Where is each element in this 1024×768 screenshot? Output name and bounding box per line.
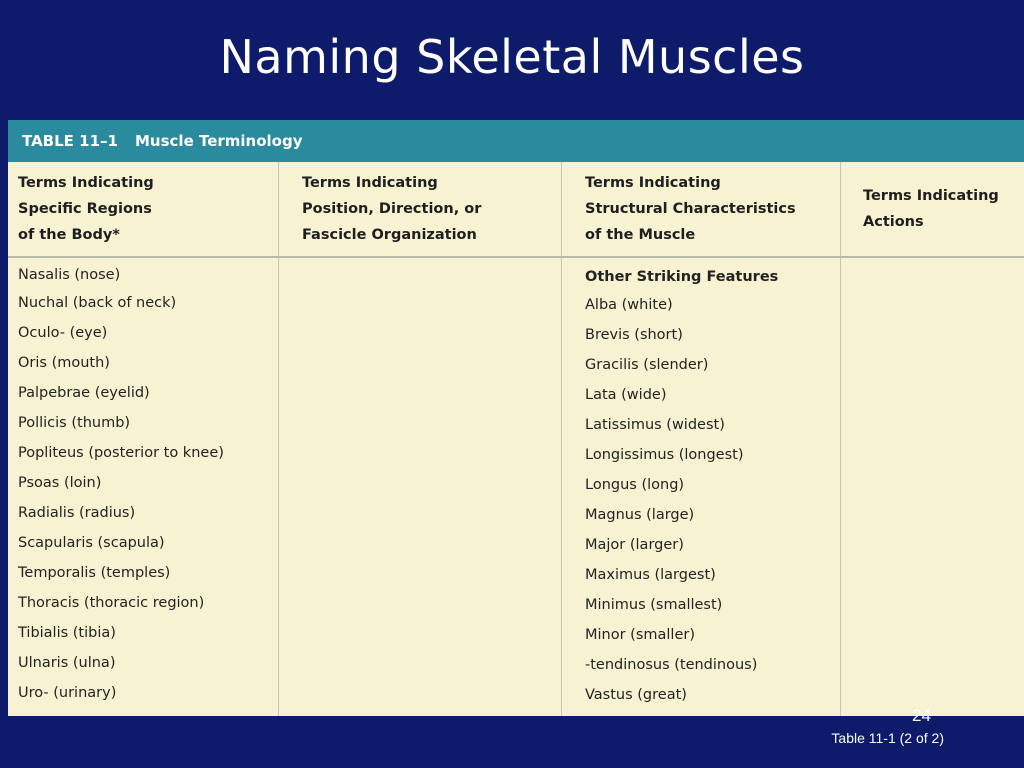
list-item: Magnus (large)	[585, 507, 695, 523]
list-item: Alba (white)	[585, 297, 673, 313]
table-column-headers	[8, 162, 1024, 256]
column-header-regions: Terms Indicating Specific Regions of the Body*	[18, 175, 154, 243]
list-item: Major (larger)	[585, 537, 684, 553]
column-regions-list	[18, 262, 224, 708]
list-item: Brevis (short)	[585, 327, 683, 343]
list-item: Oris (mouth)	[18, 355, 110, 371]
table-number: TABLE 11–1	[22, 132, 118, 150]
column-subheading: Other Striking Features	[585, 269, 779, 285]
list-item: Tibialis (tibia)	[18, 625, 116, 641]
list-item: Vastus (great)	[585, 687, 687, 703]
list-item: Pollicis (thumb)	[18, 415, 131, 431]
muscle-terminology-table	[8, 120, 1024, 716]
list-item: Temporalis (temples)	[18, 565, 171, 581]
table-header-bar	[8, 120, 1024, 162]
list-item: Minimus (smallest)	[585, 597, 723, 613]
list-item: Psoas (loin)	[18, 475, 102, 491]
list-item: Minor (smaller)	[585, 627, 695, 643]
slide-caption: Table 11-1 (2 of 2)	[831, 730, 944, 746]
page-number: 24	[912, 706, 931, 725]
list-item: Palpebrae (eyelid)	[18, 385, 150, 401]
column-header-position: Terms Indicating Position, Direction, or Fascicle Organization	[302, 175, 482, 243]
list-item: Ulnaris (ulna)	[18, 655, 116, 671]
list-item: -tendinosus (tendinous)	[585, 657, 758, 673]
list-item: Thoracis (thoracic region)	[18, 595, 205, 611]
list-item: Longus (long)	[585, 477, 685, 493]
list-item: Nasalis (nose)	[18, 267, 121, 283]
header-divider	[8, 256, 1024, 258]
list-item: Maximus (largest)	[585, 567, 716, 583]
column-header-structure: Terms Indicating Structural Characteristics of the Muscle	[585, 175, 796, 243]
list-item: Lata (wide)	[585, 387, 667, 403]
list-item: Scapularis (scapula)	[18, 535, 165, 551]
list-item: Uro- (urinary)	[18, 685, 117, 701]
list-item: Gracilis (slender)	[585, 357, 709, 373]
list-item: Longissimus (longest)	[585, 447, 744, 463]
list-item: Radialis (radius)	[18, 505, 136, 521]
slide-title: Naming Skeletal Muscles	[219, 30, 805, 84]
list-item: Popliteus (posterior to knee)	[18, 445, 224, 461]
list-item: Nuchal (back of neck)	[18, 295, 177, 311]
column-header-actions: Terms Indicating Actions	[863, 188, 999, 230]
column-structure-list	[585, 266, 778, 710]
list-item: Latissimus (widest)	[585, 417, 725, 433]
list-item: Oculo- (eye)	[18, 325, 108, 341]
table-caption: Muscle Terminology	[135, 132, 303, 150]
